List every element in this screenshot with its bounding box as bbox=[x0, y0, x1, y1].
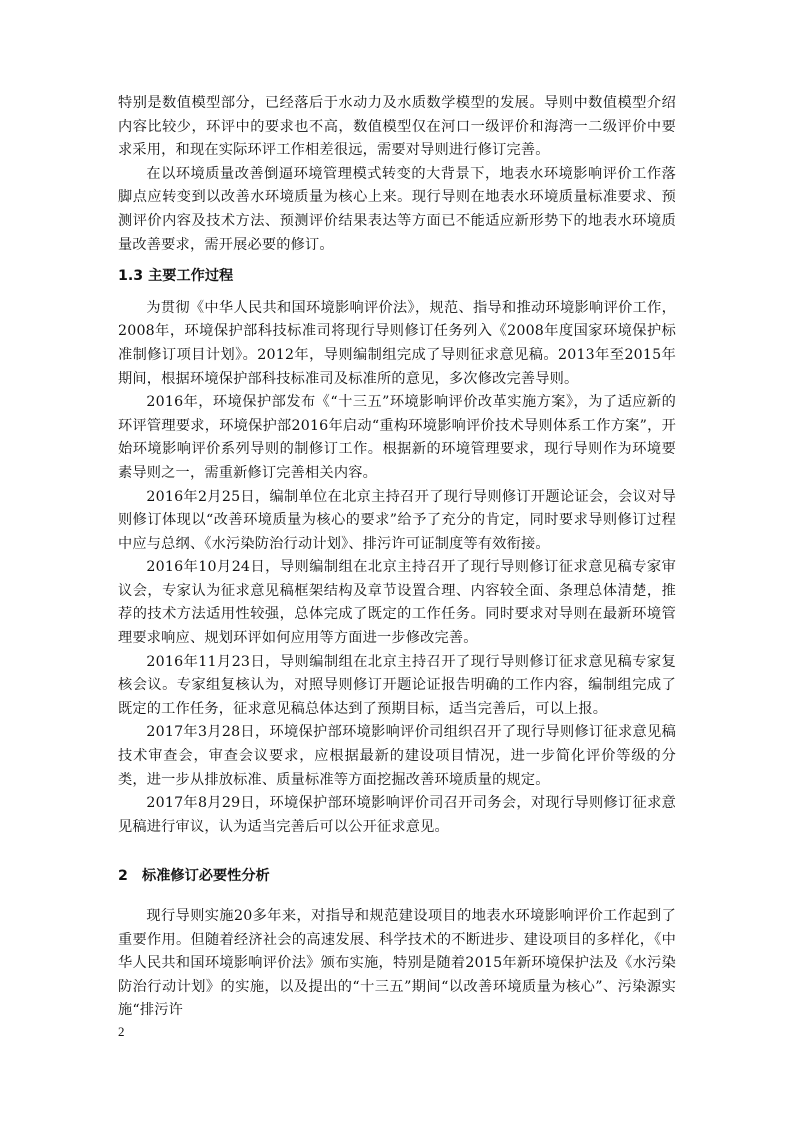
section-title: 2 标准修订必要性分析 bbox=[118, 868, 270, 885]
paragraph: 为贯彻《中华人民共和国环境影响评价法》，规范、指导和推动环境影响评价工作，2008年，环境保护部科技标准司将现行导则修订任务列入《2008年度国家环境保护标准制修订项目计划》。2012年，导则编制组完成了导则征求意见稿。2013年至2015年期间，根据环境保护部科技标准司及标准所的意见，多次修改完善导则。 bbox=[118, 299, 676, 387]
paragraph: 2016年10月24日，导则编制组在北京主持召开了现行导则修订征求意见稿专家审议会，专家认为征求意见稿框架结构及章节设置合理、内容较全面、条理总体清楚，推荐的技术方法适用性较强，总体完成了既定的工作任务。同时要求对导则在最新环境管理要求响应、规划环评如何应用等方面进一步修改完善。 bbox=[118, 559, 676, 647]
paragraph: 现行导则实施20多年来，对指导和规范建设项目的地表水环境影响评价工作起到了重要作用。但随着经济社会的高速发展、科学技术的不断进步、建设项目的多样化，《中华人民共和国环境影响评价法》颁布实施，特别是随着2015年新环境保护法及《水污染防治行动计划》的实施，以及提出的“十三五”期间“以改善环境质量为核心”、污染源实施“排污许 bbox=[118, 908, 676, 1019]
document-body bbox=[118, 92, 676, 1023]
paragraph: 2016年，环境保护部发布《“十三五”环境影响评价改革实施方案》，为了适应新的环评管理要求，环境保护部2016年启动“重构环境影响评价技术导则体系工作方案”，开始环境影响评价系列导则的制修订工作。根据新的环境管理要求，现行导则作为环境要素导则之一，需重新修订完善相关内容。 bbox=[118, 394, 676, 481]
page-number: 2 bbox=[118, 1024, 125, 1039]
paragraph: 在以环境质量改善倒逼环境管理模式转变的大背景下，地表水环境影响评价工作落脚点应转变到以改善水环境质量为核心上来。现行导则在地表水环境质量标准要求、预测评价内容及技术方法、预测评价结果表达等方面已不能适应新形势下的地表水环境质量改善要求，需开展必要的修订。 bbox=[118, 165, 676, 253]
subsection-title: 1.3 主要工作过程 bbox=[118, 268, 234, 285]
paragraph: 2017年8月29日，环境保护部环境影响评价司召开司务会，对现行导则修订征求意见稿进行审议，认为适当完善后可以公开征求意见。 bbox=[118, 795, 676, 835]
paragraph: 2017年3月28日，环境保护部环境影响评价司组织召开了现行导则修订征求意见稿技术审查会，审查会议要求，应根据最新的建设项目情况，进一步简化评价等级的分类，进一步从排放标准、质量标准等方面挖掘改善环境质量的规定。 bbox=[118, 724, 676, 788]
paragraph: 特别是数值模型部分，已经落后于水动力及水质数学模型的发展。导则中数值模型介绍内容比较少，环评中的要求也不高，数值模型仅在河口一级评价和海湾一二级评价中要求采用，和现在实际环评工作相差很远，需要对导则进行修订完善。 bbox=[118, 95, 676, 159]
paragraph: 2016年11月23日，导则编制组在北京主持召开了现行导则修订征求意见稿专家复核会议。专家组复核认为，对照导则修订开题论证报告明确的工作内容，编制组完成了既定的工作任务，征求意见稿总体达到了预期目标，适当完善后，可以上报。 bbox=[118, 653, 676, 717]
paragraph: 2016年2月25日，编制单位在北京主持召开了现行导则修订开题论证会，会议对导则修订体现以“改善环境质量为核心的要求”给予了充分的肯定，同时要求导则修订过程中应与总纲、《水污染防治行动计划》、排污许可证制度等有效衔接。 bbox=[118, 488, 676, 552]
